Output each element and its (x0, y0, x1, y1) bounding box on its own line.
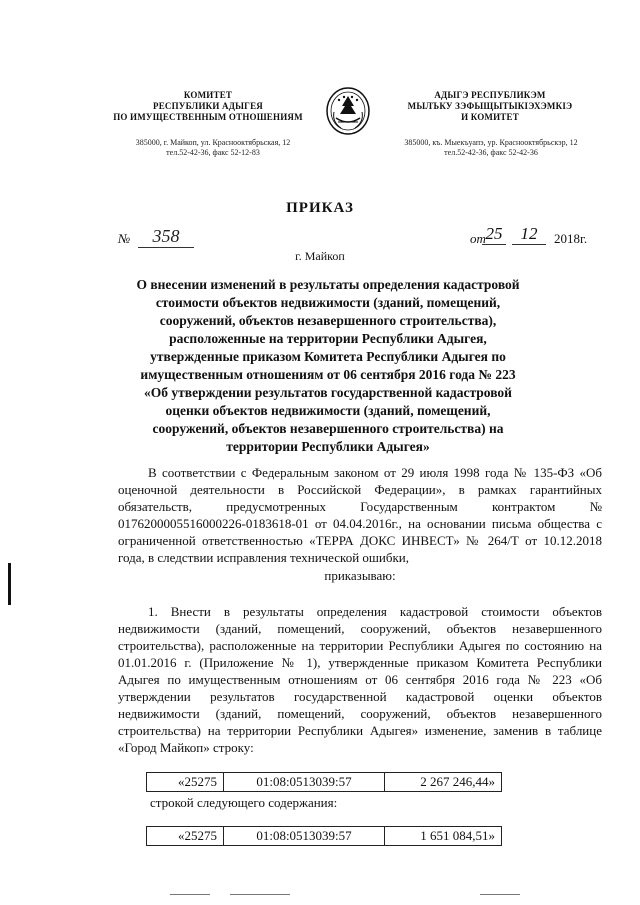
cadastral-number-cell: 01:08:0513039:57 (224, 827, 385, 846)
header-left-line: КОМИТЕТ (183, 90, 233, 100)
new-row-table (146, 826, 502, 846)
date-day: 25 (482, 224, 506, 245)
footer-divider (480, 894, 520, 895)
header-right-line: АДЫГЭ РЕСПУБЛИКЭМ (434, 90, 546, 100)
cadastral-value-cell: 1 651 084,51» (385, 827, 502, 846)
header-left-line: РЕСПУБЛИКИ АДЫГЕЯ (153, 101, 263, 111)
table-row (147, 827, 502, 846)
header-right-line: И КОМИТЕТ (461, 112, 519, 122)
city: г. Майкоп (295, 249, 345, 263)
header-left-line: ПО ИМУЩЕСТВЕННЫМ ОТНОШЕНИЯМ (113, 112, 303, 122)
replacement-text: строкой следующего содержания: (150, 795, 338, 810)
table-row (147, 773, 502, 792)
date-prefix: от (470, 231, 486, 246)
date-year: 2018г. (554, 231, 588, 246)
address-line: 385000, г. Майкоп, ул. Краснооктябрьская, 12 (135, 138, 291, 147)
cadastral-value-cell: 2 267 246,44» (385, 773, 502, 792)
clause-1-paragraph: 1. Внести в результаты определения кадастровой стоимости объектов недвижимости (зданий, помещений, сооружений, объектов незавершенного строительства), расположенные на территории Республики Адыгея по состоянию на 01.01.2016 г. (Приложение № 1), утвержденные приказом Комитета Республики Адыгея по имущественным отношениям от 06 сентября 2016 года № 223 «Об утверждении результатов государственной кадастровой оценки объектов недвижимости (зданий, помещений, сооружений, объектов незавершенного строительства) на территории Республики Адыгея» изменение, заменив в таблице «Город Майкоп» строку: (118, 604, 602, 755)
old-row-table (146, 772, 502, 792)
document-title: ПРИКАЗ (286, 200, 354, 216)
order-subject: О внесении изменений в результаты определения кадастровой стоимости объектов недвижимости (зданий, помещений, сооружений, объектов незавершенного строительства), расположенные на территории Республики Адыгея, утвержденные приказом Комитета Республики Адыгея по имущественным отношениям от 06 сентября 2016 года № 223 «Об утверждении результатов государственной кадастровой оценки объектов недвижимости (зданий, помещений, сооружений, объектов незавершенного строительства) на территории Республики Адыгея» (136, 277, 520, 454)
row-id-cell: «25275 (147, 827, 224, 846)
row-id-cell: «25275 (147, 773, 224, 792)
committee-address-ru (108, 138, 318, 158)
committee-name-ru (108, 90, 308, 123)
cadastral-number-cell: 01:08:0513039:57 (224, 773, 385, 792)
header-right-line: МЫЛЪКУ ЗЭФЫЩЫТЫКІЭХЭМКІЭ (407, 101, 573, 111)
order-word: приказываю: (324, 568, 396, 583)
address-line: тел.52-42-36, факс 52-12-83 (166, 148, 260, 157)
preamble-paragraph: В соответствии с Федеральным законом от 29 июля 1998 года № 135-ФЗ «Об оценочной деятельности в Российской Федерации», в рамках гарантийных обязательств, предусмотренных Государственным контрактом № 0176200005516000226-0183618-01 от 04.04.2016г., на основании письма общества с ограниченной ответственностью «ТЕРРА ДОКС ИНВЕСТ» № 264/Т от 10.12.2018 года, в следствии исправления технической ошибки, (118, 465, 602, 565)
margin-mark (8, 563, 11, 605)
address-line: тел.52-42-36, факс 52-42-36 (444, 148, 538, 157)
committee-name-ady (385, 90, 595, 123)
address-line: 385000, къ. Мыекъуапэ, ур. Краснооктябрьскэр, 12 (404, 138, 578, 147)
number-label: № (118, 231, 131, 246)
order-number: 358 (138, 226, 194, 248)
date-month: 12 (512, 224, 546, 245)
footer-divider (170, 894, 210, 895)
footer-divider (230, 894, 290, 895)
order-date (470, 222, 600, 246)
committee-address-ady (378, 138, 604, 158)
coat-of-arms-icon (325, 86, 371, 136)
